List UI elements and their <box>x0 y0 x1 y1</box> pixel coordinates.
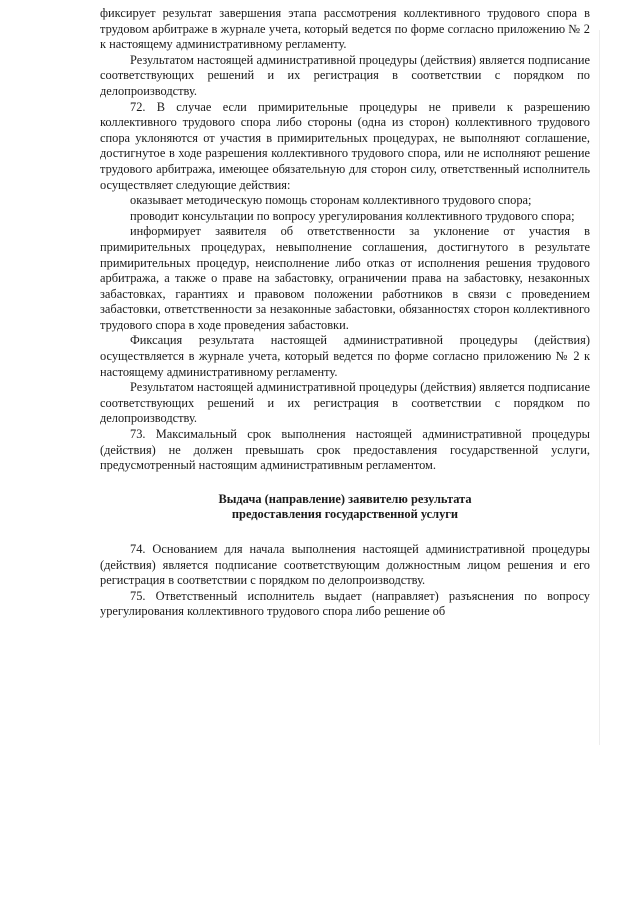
document-page <box>100 6 590 620</box>
paragraph: проводит консультации по вопросу урегулирования коллективного трудового спора; <box>130 208 575 223</box>
section-heading-line: предоставления государственной услуги <box>231 507 459 522</box>
section-heading-line: Выдача (направление) заявителю результата <box>218 491 472 506</box>
paragraph: фиксирует результат завершения этапа рассмотрения коллективного трудового спора в трудовом арбитраже в журнале учета, который ведется по форме согласно приложению № 2 к настоящему административному регламенту. <box>100 6 590 52</box>
paragraph: оказывает методическую помощь сторонам коллективного трудового спора; <box>130 193 532 208</box>
section-heading <box>100 492 590 523</box>
paragraph: Результатом настоящей административной процедуры (действия) является подписание соответствующих решений и их регистрация в соответствии с порядком по делопроизводству. <box>100 380 590 426</box>
paragraph: Фиксация результата настоящей административной процедуры (действия) осуществляется в журнале учета, который ведется по форме согласно приложению № 2 к настоящему административному регламенту. <box>100 333 590 379</box>
paragraph-72: 72. В случае если примирительные процедуры не привели к разрешению коллективного трудового спора либо стороны (одна из сторон) коллективного трудового спора уклоняются от участия в примирительных процедурах, не выполняют соглашение, достигнутое в ходе разрешения коллективного трудового спора, или не исполняют решение трудового арбитража, имеющее обязательную для сторон силу, ответственный исполнитель осуществляет следующие действия: <box>100 99 590 192</box>
paragraph: Результатом настоящей административной процедуры (действия) является подписание соответствующих решений и их регистрация в соответствии с порядком по делопроизводству. <box>100 52 590 98</box>
scan-edge-line <box>599 30 600 745</box>
paragraph-73: 73. Максимальный срок выполнения настоящей административной процедуры (действия) не должен превышать срок предоставления государственной услуги, предусмотренный настоящим административным регламентом. <box>100 427 590 473</box>
paragraph-74: 74. Основанием для начала выполнения настоящей административной процедуры (действия) является подписание соответствующим должностным лицом решения и его регистрация в соответствии с порядком по делопроизводству. <box>100 542 590 588</box>
paragraph-75: 75. Ответственный исполнитель выдает (направляет) разъяснения по вопросу урегулирования коллективного трудового спора либо решение об <box>100 588 590 619</box>
paragraph: информирует заявителя об ответственности за уклонение от участия в примирительных процедурах, невыполнение соглашения, достигнутого в результате примирительных процедур, неисполнение либо отказ от исполнения решения трудового арбитража, а также о праве на забастовку, ограничении права на забастовку, незаконных забастовках, гарантиях и правовом положении работников в связи с проведением забастовки, ответственности за незаконные забастовки, обязанностях сторон коллективного трудового спора в ходе проведения забастовки. <box>100 224 590 332</box>
